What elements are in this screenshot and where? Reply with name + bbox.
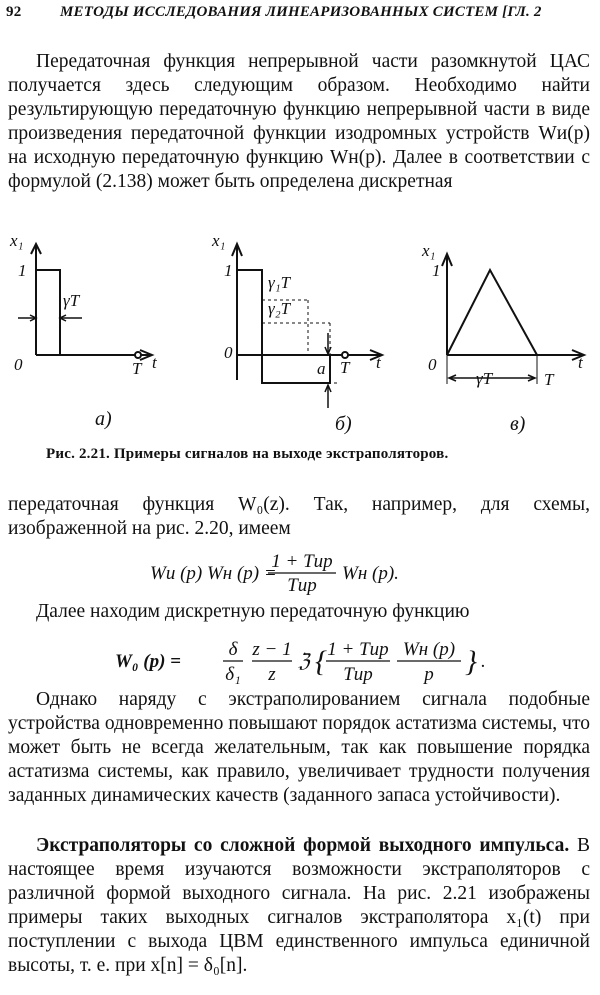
panel-c-one: 1 <box>432 261 441 280</box>
paragraph-2: передаточная функция W₀(z). Так, например, для схемы, изображенной на рис. 2.20, имеем <box>8 494 590 539</box>
panel-b-gamma1T: γ₁T <box>268 273 291 292</box>
eq2-f1-den: δ₁ <box>225 664 241 685</box>
panel-a-zero: 0 <box>14 355 23 374</box>
panel-b-label: б) <box>335 413 352 435</box>
panel-b-gamma2T: γ₂T <box>268 299 291 318</box>
panel-b-one: 1 <box>224 261 233 280</box>
paragraph-3: Далее находим дискретную передаточную функцию <box>36 601 470 622</box>
panel-a-y-label: x₁ <box>10 231 24 250</box>
paragraph-5-heading: Экстраполяторы со сложной формой выходного импульса. <box>36 835 570 856</box>
panel-c-zero: 0 <box>428 355 437 374</box>
eq2-end: . <box>481 651 486 672</box>
eq2-f4-num: Wн (p) <box>402 639 456 660</box>
figure-caption: Рис. 2.21. Примеры сигналов на выходе экстраполяторов. <box>46 446 449 462</box>
paragraph-4: Однако наряду с экстраполированием сигнала подобные устройства одновременно повышают порядок астатизма системы, что может быть не всегда желательным, так как повышение порядка астатизма системы, как правило, увеличивает трудности получения заданных динамических качеств (заданного запаса устойчивости). <box>8 689 590 806</box>
running-header <box>6 4 594 26</box>
eq2-f3-den: Tиp <box>343 664 373 685</box>
panel-a-label: а) <box>95 408 112 430</box>
eq2-lhs: W₀ (p) = <box>115 651 181 672</box>
panel-b-a: a <box>317 359 326 378</box>
panel-c-period: T <box>544 370 554 389</box>
page-number: 92 <box>6 4 22 20</box>
panel-a-one: 1 <box>18 261 27 280</box>
panel-a-x-label: t <box>152 353 157 372</box>
eq2-operator: ℨ <box>298 651 310 672</box>
svg-text:}: } <box>465 645 477 678</box>
eq1-num: 1 + Tиp <box>271 551 333 572</box>
eq2-f4-den: p <box>424 664 434 685</box>
panel-b-x-label: t <box>376 353 381 372</box>
panel-b-period: T <box>340 358 350 377</box>
equation-1 <box>150 548 450 596</box>
panel-c-label: в) <box>510 413 526 435</box>
figure-2-21 <box>0 228 600 446</box>
svg-text:{: { <box>315 645 327 678</box>
paragraph-5-text: В настоящее время изучаются возможности экстраполяторов с различной формой выходного сигнала. На рис. 2.21 изображены примеры таких выходных сигналов экстраполятора x₁(t) при поступлении с выхода ЦВМ единственного импульса единичной высоты, т. е. при x[n] = δ₀[n]. <box>8 835 590 976</box>
panel-c-y-label: x₁ <box>422 241 436 260</box>
eq2-f3-num: 1 + Tиp <box>327 639 389 660</box>
eq2-f2-den: z <box>268 664 276 685</box>
eq2-f2-num: z − 1 <box>252 639 292 660</box>
panel-c-gammaT: γT <box>476 369 493 388</box>
eq1-den: Tиp <box>287 575 317 596</box>
eq1-rhs: Wн (p). <box>342 563 399 584</box>
paragraph-1: Передаточная функция непрерывной части разомкнутой ЦАС получается здесь следующим образом. Необходимо найти результирующую передаточную функцию непрерывной части в виде произведения передаточной функции изодромных устройств Wи(p) на исходную передаточную функцию Wн(p). Далее в соответствии с формулой (2.138) может быть определена дискретная <box>8 51 590 192</box>
eq2-f1-num: δ <box>228 639 238 660</box>
panel-a-gammaT: γT <box>63 291 80 310</box>
panel-a-period: T <box>132 359 142 378</box>
panel-b-y-label: x₁ <box>212 231 226 250</box>
paragraph-5 <box>8 834 590 978</box>
running-title: МЕТОДЫ ИССЛЕДОВАНИЯ ЛИНЕАРИЗОВАННЫХ СИСТЕМ [ГЛ. 2 <box>60 4 542 20</box>
equation-2 <box>115 635 495 687</box>
panel-b-zero: 0 <box>224 343 233 362</box>
panel-c-x-label: t <box>578 353 583 372</box>
eq1-lhs: Wи (p) Wн (p) = <box>150 563 277 584</box>
